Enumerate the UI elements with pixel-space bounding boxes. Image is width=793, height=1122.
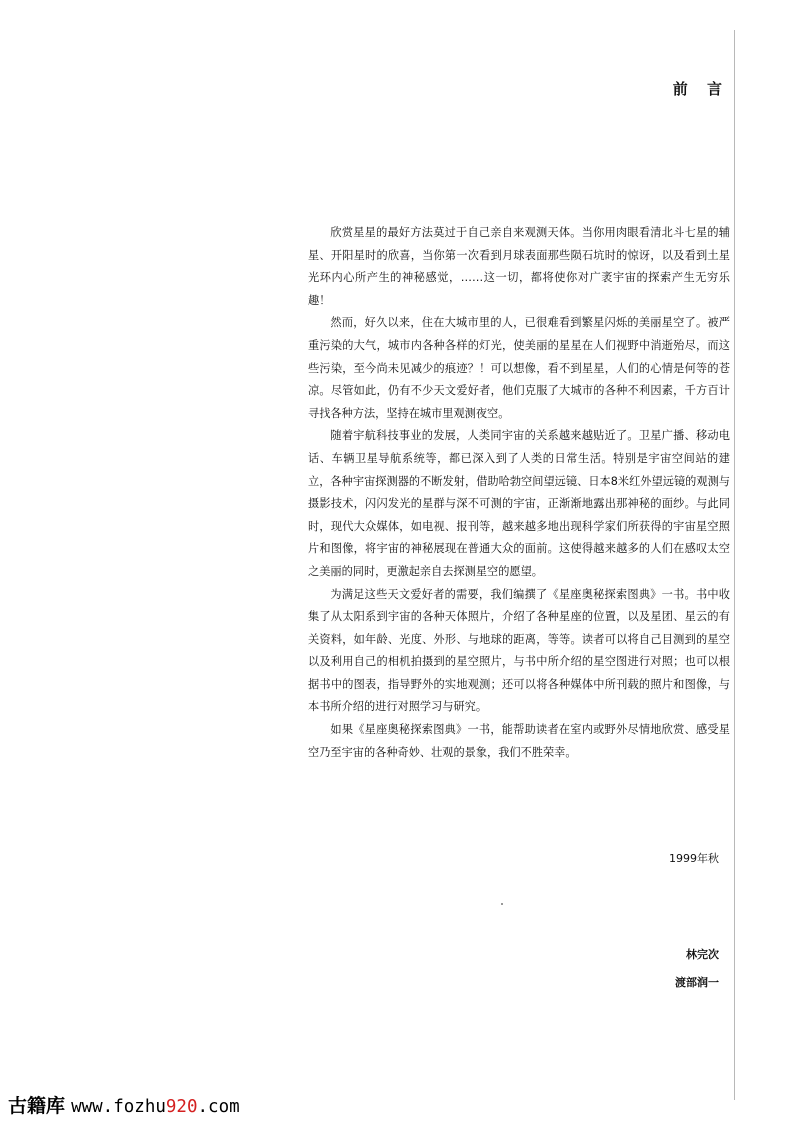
author-signature-2: 渡部润一 <box>675 976 719 989</box>
paragraph: 然而，好久以来，住在大城市里的人，已很难看到繁星闪烁的美丽星空了。被严重污染的大气，城市内各种各样的灯光，使美丽的星星在人们视野中消逝殆尽，而这些污染，至今尚未见减少的痕迹？！可以想像，看不到星星，人们的心情是何等的苍凉。尽管如此，仍有不少天文爱好者，他们克服了大城市的各种不利因素，千方百计寻找各种方法，坚持在城市里观测夜空。 <box>308 316 730 420</box>
watermark-url-number: 920 <box>165 1097 198 1117</box>
author-signature-1: 林完次 <box>686 948 719 961</box>
page-edge-rule <box>734 30 735 1100</box>
preface-body <box>308 222 730 764</box>
page-title: 前 言 <box>672 80 729 98</box>
watermark-name: 古籍库 <box>8 1095 66 1117</box>
site-watermark <box>8 1091 240 1118</box>
scan-speck <box>501 903 503 905</box>
watermark-url-suffix: .com <box>197 1097 240 1117</box>
paragraph: 欣赏星星的最好方法莫过于自己亲自来观测天体。当你用肉眼看清北斗七星的辅星、开阳星时的欣喜，当你第一次看到月球表面那些陨石坑时的惊讶，以及看到土星光环内心所产生的神秘感觉，……这一切，都将使你对广袤宇宙的探索产生无穷乐趣！ <box>308 226 730 307</box>
watermark-url-prefix: www.fozhu <box>71 1097 166 1117</box>
paragraph: 为满足这些天文爱好者的需要，我们编撰了《星座奥秘探索图典》一书。书中收集了从太阳系到宇宙的各种天体照片，介绍了各种星座的位置，以及星团、星云的有关资料，如年龄、光度、外形、与地球的距离，等等。读者可以将自己目测到的星空以及利用自己的相机拍摄到的星空照片，与书中所介绍的星空图进行对照；也可以根据书中的图表，指导野外的实地观测；还可以将各种媒体中所刊载的照片和图像，与本书所介绍的进行对照学习与研究。 <box>308 587 730 714</box>
paragraph: 随着宇航科技事业的发展，人类同宇宙的关系越来越贴近了。卫星广播、移动电话、车辆卫星导航系统等，都已深入到了人类的日常生活。特别是宇宙空间站的建立，各种宇宙探测器的不断发射，借助哈勃空间望远镜、日本8米红外望远镜的观测与摄影技术，闪闪发光的星群与深不可测的宇宙，正渐渐地露出那神秘的面纱。与此同时，现代大众媒体，如电视、报刊等，越来越多地出现科学家们所获得的宇宙星空照片和图像，将宇宙的神秘展现在普通大众的面前。这使得越来越多的人们在感叹太空之美丽的同时，更激起亲自去探测星空的愿望。 <box>308 429 730 578</box>
date-line: 1999年秋 <box>669 852 719 865</box>
paragraph: 如果《星座奥秘探索图典》一书，能帮助读者在室内或野外尽情地欣赏、感受星空乃至宇宙的各种奇妙、壮观的景象，我们不胜荣幸。 <box>308 723 730 759</box>
watermark-url <box>71 1097 240 1117</box>
